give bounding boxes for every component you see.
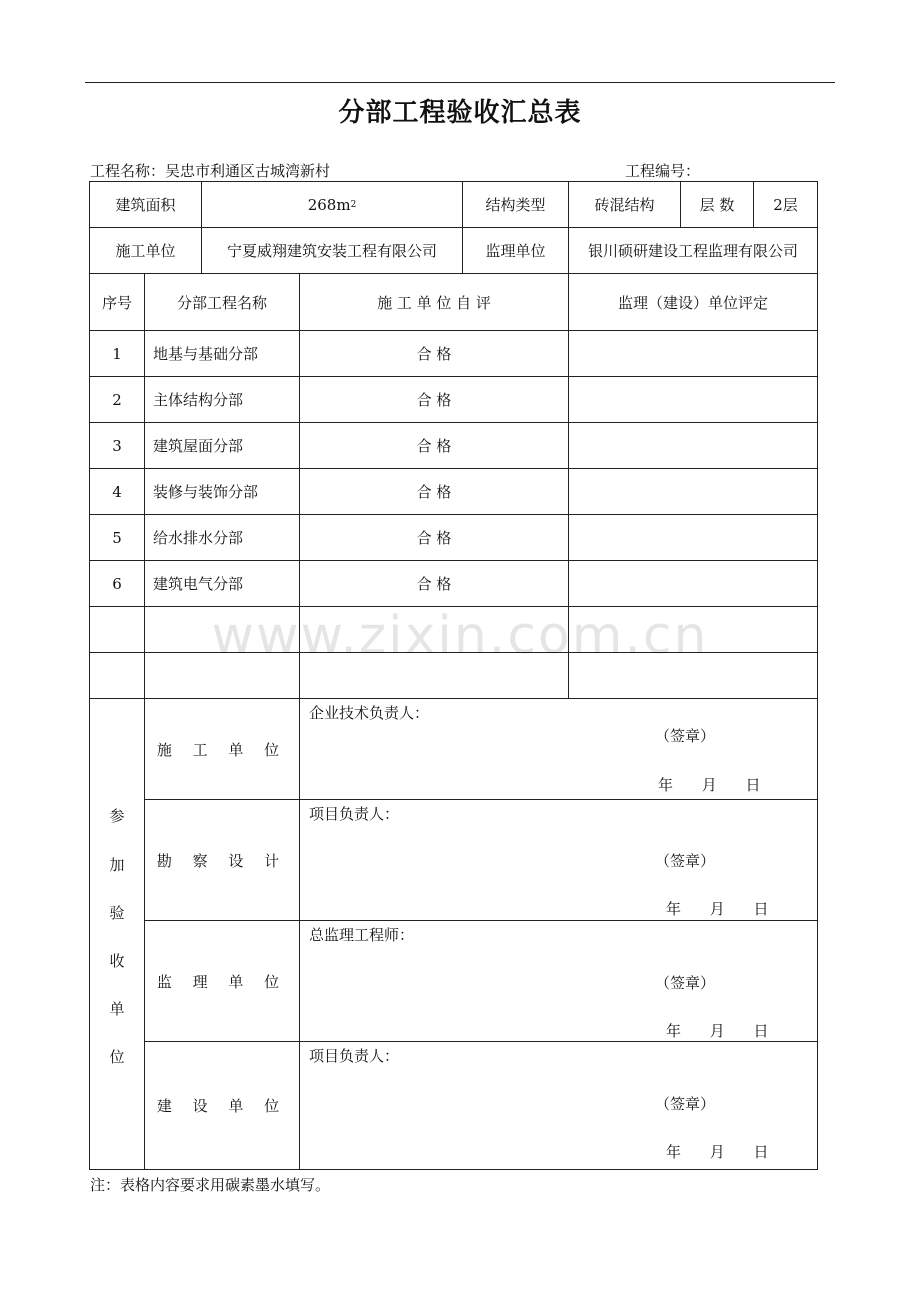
seal-label: （签章） [655, 852, 716, 870]
row-supervisor-eval [568, 468, 818, 515]
date-label: 年 月 日 [666, 1022, 769, 1040]
row-self-eval: 合 格 [299, 514, 569, 561]
floors-label: 层 数 [680, 181, 754, 228]
seal-label: （签章） [655, 1095, 716, 1113]
empty-cell [568, 606, 818, 653]
empty-cell [89, 606, 145, 653]
empty-cell [144, 606, 300, 653]
participant-unit: 建 设 单 位 [144, 1041, 300, 1170]
row-no: 2 [89, 376, 145, 423]
person-label: 项目负责人： [309, 1047, 400, 1065]
row-no: 5 [89, 514, 145, 561]
row-supervisor-eval [568, 514, 818, 561]
date-label: 年 月 日 [658, 776, 761, 794]
participant-unit: 监 理 单 位 [144, 920, 300, 1042]
empty-cell [568, 652, 818, 699]
participants-label-char: 参 [109, 807, 125, 825]
date-label: 年 月 日 [666, 1143, 769, 1161]
row-supervisor-eval [568, 560, 818, 607]
empty-cell [299, 606, 569, 653]
person-label: 企业技术负责人： [309, 704, 430, 722]
row-name: 装修与装饰分部 [144, 468, 300, 515]
row-name: 建筑屋面分部 [144, 422, 300, 469]
supervisor-value: 银川硕研建设工程监理有限公司 [568, 227, 818, 274]
col-header-supervisor-eval: 监理（建设）单位评定 [568, 273, 818, 331]
row-self-eval: 合 格 [299, 468, 569, 515]
project-name: 工程名称：吴忠市利通区古城湾新村 [90, 162, 331, 180]
top-rule [85, 82, 835, 83]
structure-label: 结构类型 [462, 181, 569, 228]
project-number: 工程编号： [625, 162, 701, 180]
supervisor-label: 监理单位 [462, 227, 569, 274]
document-title: 分部工程验收汇总表 [338, 98, 582, 128]
participant-unit: 施 工 单 位 [144, 698, 300, 800]
row-no: 1 [89, 330, 145, 377]
empty-cell [299, 652, 569, 699]
participants-label-cell [89, 698, 145, 1170]
person-label: 总监理工程师： [309, 926, 415, 944]
col-header-self-eval: 施 工 单 位 自 评 [299, 273, 569, 331]
builder-label: 施工单位 [89, 227, 202, 274]
participants-label-char: 加 [109, 856, 125, 874]
row-name: 主体结构分部 [144, 376, 300, 423]
area-value: 268m 2 [201, 181, 463, 228]
row-name: 给水排水分部 [144, 514, 300, 561]
structure-value: 砖混结构 [568, 181, 681, 228]
footnote: 注：表格内容要求用碳素墨水填写。 [90, 1176, 331, 1194]
row-no: 6 [89, 560, 145, 607]
row-supervisor-eval [568, 330, 818, 377]
area-label: 建筑面积 [89, 181, 202, 228]
person-label: 项目负责人： [309, 805, 400, 823]
participants-label-char: 验 [109, 904, 125, 922]
row-supervisor-eval [568, 422, 818, 469]
participants-label-char: 位 [109, 1048, 125, 1066]
row-self-eval: 合 格 [299, 330, 569, 377]
participants-label-char: 收 [109, 952, 125, 970]
row-self-eval: 合 格 [299, 560, 569, 607]
row-no: 3 [89, 422, 145, 469]
row-supervisor-eval [568, 376, 818, 423]
builder-value: 宁夏威翔建筑安装工程有限公司 [201, 227, 463, 274]
watermark: www.zixin.com.cn [211, 606, 709, 666]
seal-label: （签章） [655, 974, 716, 992]
col-header-no: 序号 [89, 273, 145, 331]
empty-cell [89, 652, 145, 699]
floors-value: 2层 [753, 181, 818, 228]
participants-label-char: 单 [109, 1000, 125, 1018]
row-no: 4 [89, 468, 145, 515]
empty-cell [144, 652, 300, 699]
col-header-name: 分部工程名称 [144, 273, 300, 331]
row-self-eval: 合 格 [299, 376, 569, 423]
row-self-eval: 合 格 [299, 422, 569, 469]
participant-unit: 勘 察 设 计 [144, 799, 300, 921]
row-name: 地基与基础分部 [144, 330, 300, 377]
date-label: 年 月 日 [666, 900, 769, 918]
row-name: 建筑电气分部 [144, 560, 300, 607]
seal-label: （签章） [655, 727, 716, 745]
